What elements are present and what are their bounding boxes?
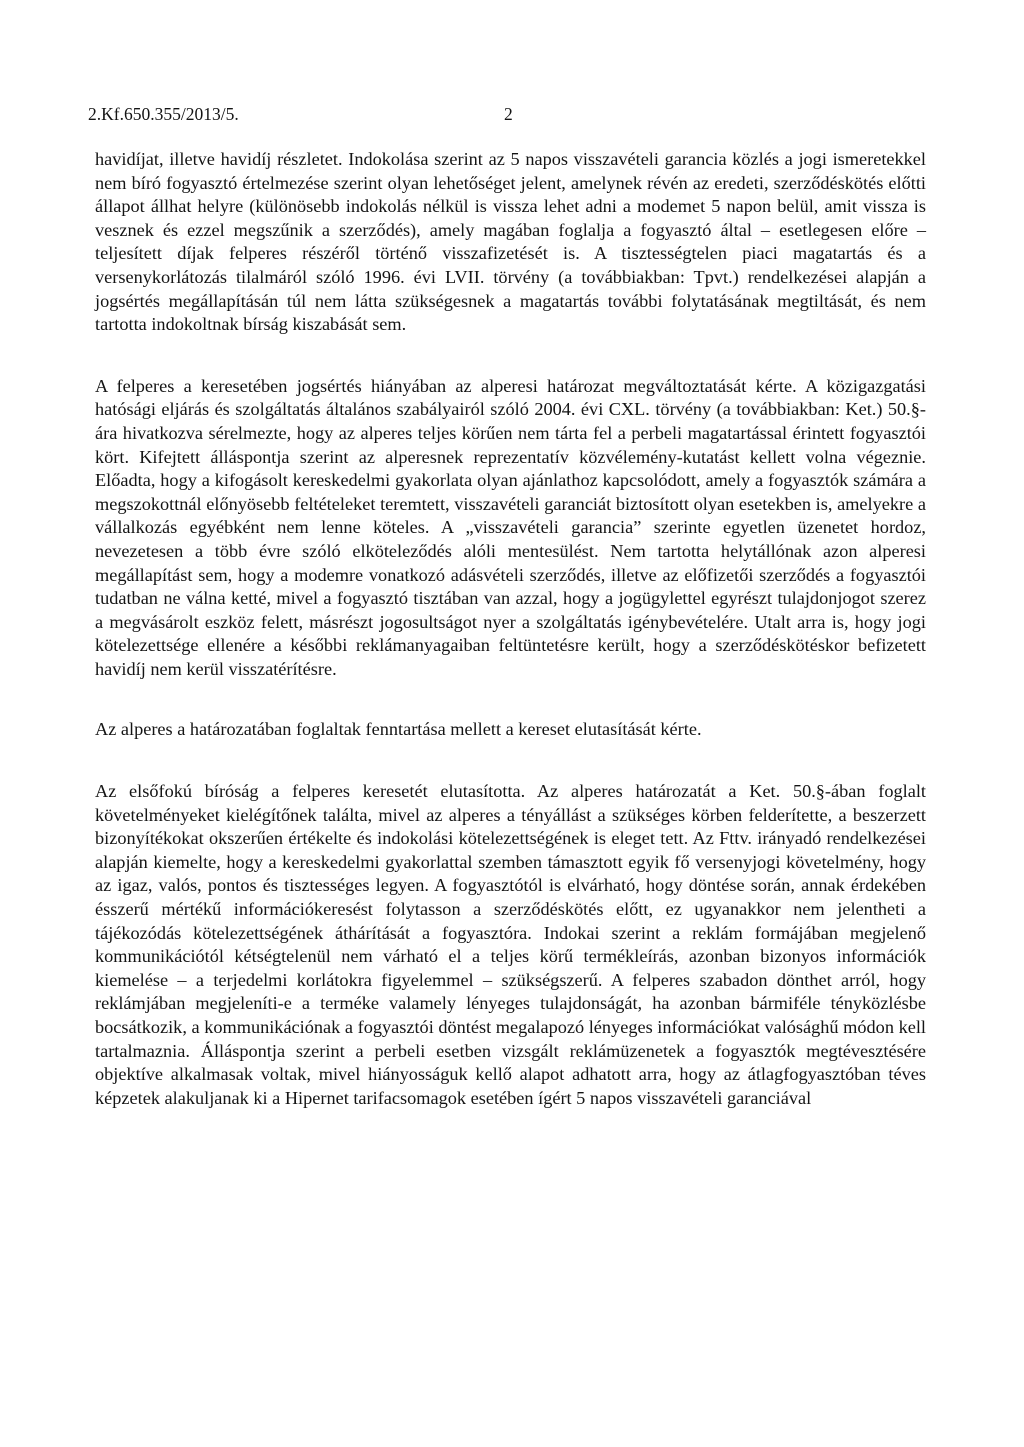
document-body [95, 148, 926, 1110]
paragraph: A felperes a keresetében jogsértés hiányában az alperesi határozat megváltoztatását kérte. A közigazgatási hatósági eljárás és szolgáltatás általános szabályairól szóló 2004. évi CXL. törvény (a továbbiakban: Ket.) 50.§-ára hivatkozva sérelmezte, hogy az alperes teljes körűen nem tárta fel a perbeli magatartással érintett fogyasztói kört. Kifejtett álláspontja szerint az alperesnek reprezentatív közvélemény-kutatást kellett volna végeznie. Előadta, hogy a kifogásolt kereskedelmi gyakorlata olyan ajánlathoz kapcsolódott, amely a fogyasztók számára a megszokottnál előnyösebb feltételeket teremtett, visszavételi garanciát biztosított olyan esetekben is, amelyekre a vállalkozás egyébként nem lenne köteles. A „visszavételi garancia” szerinte egyetlen üzenetet hordoz, nevezetesen a több évre szóló elköteleződés alóli mentesülést. Nem tartotta helytállónak azon alperesi megállapítást sem, hogy a modemre vonatkozó adásvételi szerződés, illetve az előfizetői szerződés a fogyasztói tudatban ne válna ketté, mivel a fogyasztó tisztában van azzal, hogy a jogügylettel egyrészt tulajdonjogot szerez a megvásárolt eszköz felett, másrészt jogosultságot nyer a szolgáltatás igénybevételére. Utalt arra is, hogy jogi kötelezettsége ellenére a későbbi reklámanyagaiban feltüntetésre került, hogy a szerződéskötéskor befizetett havidíj nem kerül visszatérítésre. [95, 375, 926, 679]
paragraph: Az alperes a határozatában foglaltak fenntartása mellett a kereset elutasítását kérte. [95, 719, 702, 740]
case-number: 2.Kf.650.355/2013/5. [88, 104, 239, 124]
paragraph: Az elsőfokú bíróság a felperes keresetét elutasította. Az alperes határozatát a Ket. 50.§-ában foglalt követelményeket kielégítőnek találta, mivel az alperes a tényállást a szükséges körben felderítette, a beszerzett bizonyítékokat okszerűen értékelte és indokolási kötelezettségének is eleget tett. Az Fttv. irányadó rendelkezései alapján kiemelte, hogy a kereskedelmi gyakorlattal szemben támasztott egyik fő versenyjogi követelmény, hogy az igaz, valós, pontos és tisztességes legyen. A fogyasztótól is elvárható, hogy döntése során, annak érdekében ésszerű mértékű információkeresést folytasson a szerződéskötés előtt, ez ugyanakkor nem jelentheti a tájékozódás kötelezettségének áthárítását a fogyasztóra. Indokai szerint a reklám formájában megjelenő kommunikációtól kétségtelenül nem várható el a teljes körű termékleírás, azonban bizonyos információk kiemelése – a terjedelmi korlátokra figyelemmel – szükségszerű. A felperes szabadon dönthet arról, hogy reklámjában megjeleníti-e a terméke valamely lényeges tulajdonságát, ha azonban bármiféle tényközlésbe bocsátkozik, a kommunikációnak a fogyasztói döntést megalapozó lényeges információkat valósághű módon kell tartalmaznia. Álláspontja szerint a perbeli esetben vizsgált reklámüzenetek a fogyasztók megtévesztésére objektíve alkalmasak voltak, mivel hiányosságuk kellő alapot adhatott arra, hogy az átlagfogyasztóban téves képzetek alakuljanak ki a Hipernet tarifacsomagok esetében ígért 5 napos visszavételi garanciával [95, 781, 926, 1108]
page-header [88, 104, 928, 134]
page-number: 2 [504, 104, 513, 124]
paragraph: havidíjat, illetve havidíj részletet. Indokolása szerint az 5 napos visszavételi garancia közlés a jogi ismeretekkel nem bíró fogyasztó értelmezése szerint olyan lehetőséget jelent, amelynek révén az eredeti, szerződéskötés előtti állapot állhat helyre (különösebb indokolás nélkül is vissza lehet adni a modemet 5 napon belül, amit vissza is vesznek és ezzel megszűnik a szerződés), amely magában foglalja a fogyasztó által – esetlegesen előre – teljesített díjak felperes részéről történő visszafizetését is. A tisztességtelen piaci magatartás és a versenykorlátozás tilalmáról szóló 1996. évi LVII. törvény (a továbbiakban: Tpvt.) rendelkezései alapján a jogsértés megállapításán túl nem látta szükségesnek a magatartás további folytatásának megtiltását, és nem tartotta indokoltnak bírság kiszabását sem. [95, 149, 926, 335]
